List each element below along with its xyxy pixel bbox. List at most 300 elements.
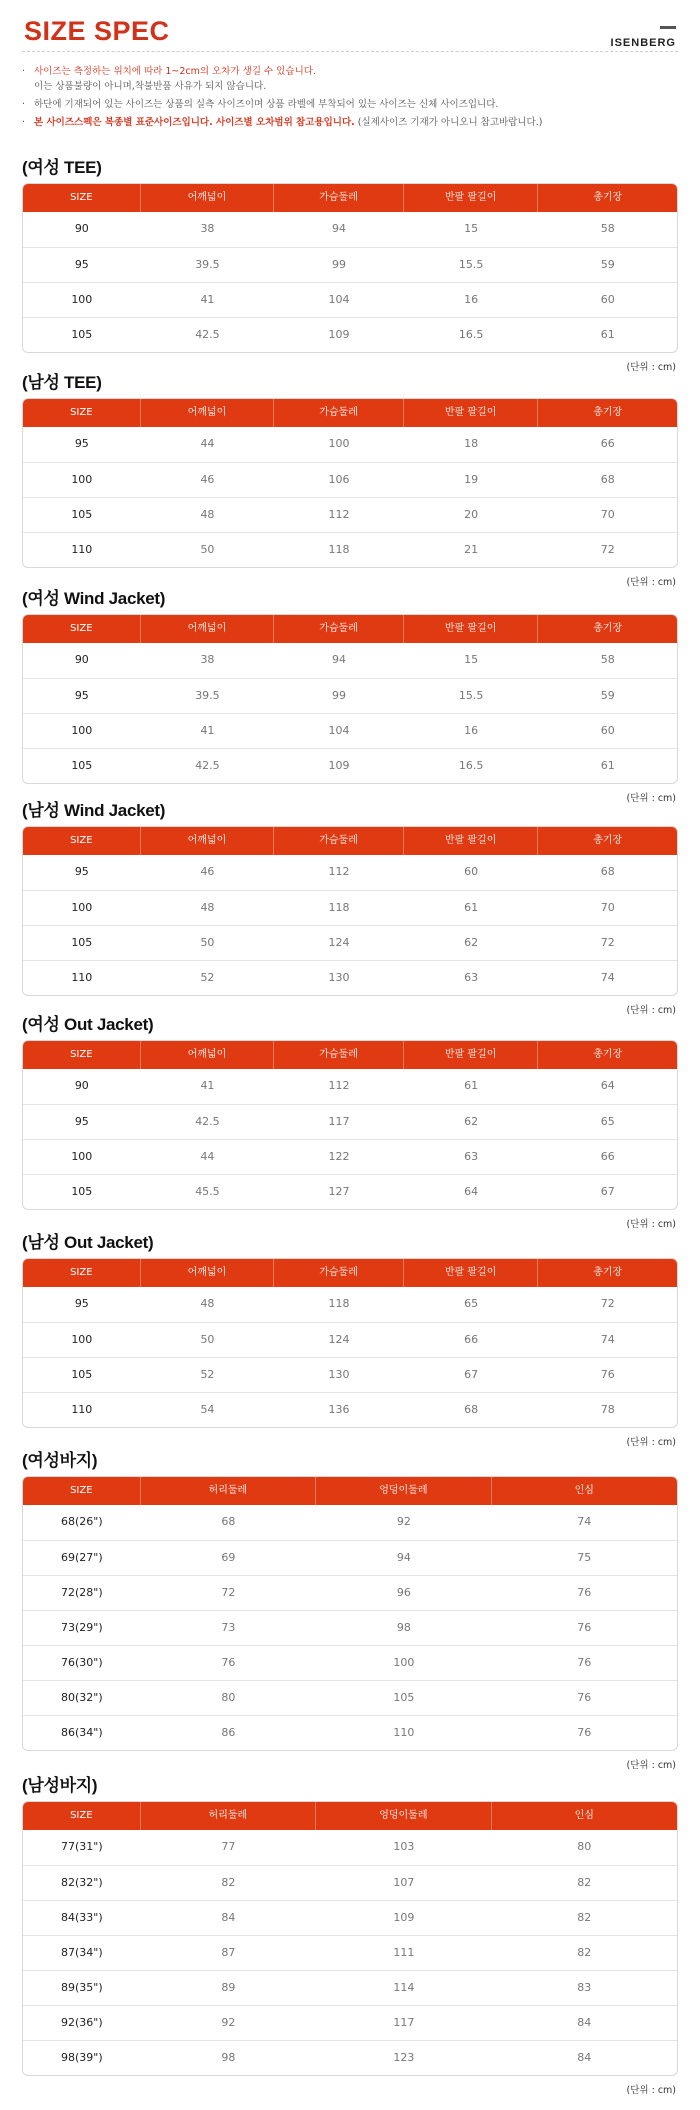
column-header: 가슴둘레 [274, 1041, 404, 1069]
size-cell: 68(26") [61, 1515, 103, 1528]
value-cell: 122 [328, 1150, 350, 1163]
value-cell: 118 [328, 1297, 350, 1310]
value-cell: 41 [200, 724, 215, 737]
column-header: 반팔 팔길이 [404, 399, 539, 427]
column-header: 가슴둘레 [274, 827, 404, 855]
value-cell: 87 [221, 1946, 236, 1959]
size-cell: 89(35") [61, 1981, 103, 1994]
note-bullet: · [22, 66, 26, 77]
value-cell: 60 [600, 293, 615, 306]
value-cell: 21 [464, 543, 479, 556]
value-cell: 16.5 [458, 759, 484, 772]
value-cell: 82 [577, 1876, 592, 1889]
value-cell: 94 [396, 1551, 411, 1564]
value-cell: 58 [600, 222, 615, 235]
value-cell: 92 [396, 1515, 411, 1528]
size-cell: 105 [71, 508, 93, 521]
table-row [23, 1392, 677, 1427]
value-cell: 99 [332, 258, 347, 271]
value-cell: 41 [200, 1079, 215, 1092]
value-cell: 66 [464, 1333, 479, 1346]
value-cell: 76 [600, 1368, 615, 1381]
value-cell: 61 [464, 901, 479, 914]
note-text: 하단에 기재되어 있는 사이즈는 상품의 실측 사이즈이며 상품 라벨에 부착되어 있는 사이즈는 신체 사이즈입니다. [34, 99, 499, 110]
table-title: (남성 Wind Jacket) [22, 801, 166, 820]
value-cell: 18 [464, 437, 479, 450]
size-cell: 100 [71, 1150, 93, 1163]
size-cell: 100 [71, 1333, 93, 1346]
column-header: 가슴둘레 [274, 399, 404, 427]
value-cell: 66 [600, 1150, 615, 1163]
value-cell: 118 [328, 901, 350, 914]
value-cell: 46 [200, 865, 215, 878]
size-table-section [22, 372, 678, 588]
table-header-row [23, 615, 677, 643]
value-cell: 76 [577, 1621, 592, 1634]
value-cell: 73 [221, 1621, 236, 1634]
size-cell: 95 [74, 689, 89, 702]
value-cell: 66 [600, 437, 615, 450]
logo-mark-icon [660, 26, 676, 29]
value-cell: 100 [328, 437, 350, 450]
value-cell: 52 [200, 971, 215, 984]
column-header: SIZE [23, 1259, 141, 1287]
table-row [23, 1610, 677, 1645]
value-cell: 44 [200, 1150, 215, 1163]
value-cell: 63 [464, 1150, 479, 1163]
column-header: 엉덩이둘레 [316, 1477, 491, 1505]
value-cell: 64 [600, 1079, 615, 1092]
value-cell: 41 [200, 293, 215, 306]
table-row [23, 2005, 677, 2040]
size-cell: 90 [74, 653, 89, 666]
table-row [23, 748, 677, 783]
size-table [22, 398, 678, 568]
size-table-section [22, 588, 678, 804]
value-cell: 109 [328, 759, 350, 772]
size-cell: 76(30") [61, 1656, 103, 1669]
note-subtext: 이는 상품불량이 아니며,착불반품 사유가 되지 않습니다. [34, 81, 267, 92]
table-row [23, 960, 677, 995]
column-header: 총기장 [593, 1049, 623, 1060]
column-header: 가슴둘레 [274, 615, 404, 643]
size-cell: 95 [74, 1297, 89, 1310]
value-cell: 103 [393, 1840, 415, 1853]
table-row [23, 212, 677, 247]
table-row [23, 1540, 677, 1575]
size-table-section [22, 1775, 678, 2096]
value-cell: 62 [464, 1115, 479, 1128]
value-cell: 136 [328, 1403, 350, 1416]
value-cell: 83 [577, 1981, 592, 1994]
column-header: 허리둘레 [141, 1802, 316, 1830]
value-cell: 84 [577, 2016, 592, 2029]
table-row [23, 1104, 677, 1139]
table-title: (여성 Wind Jacket) [22, 589, 166, 608]
table-title: (여성바지) [22, 1451, 98, 1470]
table-header-row [23, 1802, 677, 1830]
value-cell: 77 [221, 1840, 236, 1853]
size-cell: 110 [71, 543, 93, 556]
table-title: (남성바지) [22, 1776, 98, 1795]
column-header: 가슴둘레 [274, 184, 404, 212]
value-cell: 114 [393, 1981, 415, 1994]
size-cell: 105 [71, 936, 93, 949]
column-header: 반팔 팔길이 [404, 827, 539, 855]
value-cell: 74 [577, 1515, 592, 1528]
size-cell: 95 [74, 1115, 89, 1128]
value-cell: 38 [200, 653, 215, 666]
value-cell: 39.5 [195, 258, 220, 271]
table-row [23, 1715, 677, 1750]
note-bullet: · [22, 117, 26, 128]
note-tail: (실제사이즈 기재가 아니오니 참고바랍니다.) [357, 117, 543, 128]
value-cell: 61 [464, 1079, 479, 1092]
value-cell: 48 [200, 1297, 215, 1310]
value-cell: 50 [200, 936, 215, 949]
column-header: 총기장 [593, 623, 623, 634]
value-cell: 67 [600, 1185, 615, 1198]
value-cell: 112 [328, 865, 350, 878]
size-cell: 105 [71, 759, 93, 772]
table-row [23, 1139, 677, 1174]
note-1 [22, 64, 678, 94]
value-cell: 104 [328, 293, 350, 306]
value-cell: 70 [600, 508, 615, 521]
value-cell: 42.5 [195, 1115, 220, 1128]
table-row [23, 1970, 677, 2005]
column-header: 총기장 [593, 835, 623, 846]
size-table-section [22, 1232, 678, 1448]
value-cell: 84 [577, 2051, 592, 2064]
table-title: (남성 Out Jacket) [22, 1233, 154, 1252]
size-cell: 92(36") [61, 2016, 103, 2029]
value-cell: 109 [328, 328, 350, 341]
value-cell: 118 [328, 543, 350, 556]
size-cell: 110 [71, 971, 93, 984]
size-cell: 100 [71, 293, 93, 306]
value-cell: 82 [221, 1876, 236, 1889]
column-header: SIZE [23, 1477, 141, 1505]
value-cell: 117 [393, 2016, 415, 2029]
column-header: 반팔 팔길이 [404, 1041, 539, 1069]
value-cell: 59 [600, 258, 615, 271]
table-row [23, 532, 677, 567]
value-cell: 76 [577, 1691, 592, 1704]
value-cell: 86 [221, 1726, 236, 1739]
value-cell: 74 [600, 971, 615, 984]
value-cell: 50 [200, 543, 215, 556]
column-header: 어깨넓이 [141, 184, 275, 212]
size-cell: 100 [71, 724, 93, 737]
value-cell: 112 [328, 508, 350, 521]
size-cell: 110 [71, 1403, 93, 1416]
value-cell: 72 [600, 1297, 615, 1310]
value-cell: 109 [393, 1911, 415, 1924]
value-cell: 42.5 [195, 328, 220, 341]
table-row [23, 643, 677, 678]
column-header: 반팔 팔길이 [404, 184, 539, 212]
table-header-row [23, 1477, 677, 1505]
value-cell: 19 [464, 473, 479, 486]
value-cell: 63 [464, 971, 479, 984]
table-row [23, 247, 677, 282]
size-cell: 105 [71, 328, 93, 341]
value-cell: 52 [200, 1368, 215, 1381]
size-table [22, 1258, 678, 1428]
value-cell: 130 [328, 1368, 350, 1381]
size-cell: 95 [74, 865, 89, 878]
value-cell: 98 [221, 2051, 236, 2064]
size-table-section [22, 800, 678, 1016]
value-cell: 59 [600, 689, 615, 702]
column-header: 총기장 [593, 1267, 623, 1278]
value-cell: 72 [600, 543, 615, 556]
value-cell: 78 [600, 1403, 615, 1416]
table-row [23, 282, 677, 317]
page-title: SIZE SPEC [24, 16, 170, 46]
column-header: 허리둘레 [141, 1477, 316, 1505]
value-cell: 68 [464, 1403, 479, 1416]
value-cell: 60 [464, 865, 479, 878]
table-row [23, 1174, 677, 1209]
column-header: 반팔 팔길이 [404, 615, 539, 643]
value-cell: 76 [577, 1586, 592, 1599]
table-row [23, 1680, 677, 1715]
column-header: 어깨넓이 [141, 1041, 275, 1069]
size-cell: 77(31") [61, 1840, 103, 1853]
value-cell: 61 [600, 759, 615, 772]
column-header: SIZE [23, 827, 141, 855]
value-cell: 96 [396, 1586, 411, 1599]
value-cell: 98 [396, 1621, 411, 1634]
table-row [23, 497, 677, 532]
unit-label: (단위 : cm) [626, 2085, 676, 2096]
notes [22, 64, 678, 130]
value-cell: 69 [221, 1551, 236, 1564]
value-cell: 15 [464, 222, 479, 235]
value-cell: 110 [393, 1726, 415, 1739]
table-row [23, 1575, 677, 1610]
value-cell: 61 [600, 328, 615, 341]
value-cell: 94 [332, 222, 347, 235]
size-table [22, 826, 678, 996]
value-cell: 68 [600, 473, 615, 486]
unit-label: (단위 : cm) [626, 1219, 676, 1230]
size-cell: 69(27") [61, 1551, 103, 1564]
value-cell: 44 [200, 437, 215, 450]
size-cell: 82(32") [61, 1876, 103, 1889]
value-cell: 100 [393, 1656, 415, 1669]
value-cell: 58 [600, 653, 615, 666]
value-cell: 99 [332, 689, 347, 702]
size-cell: 100 [71, 473, 93, 486]
value-cell: 72 [600, 936, 615, 949]
size-table [22, 1801, 678, 2076]
column-header: 어깨넓이 [141, 1259, 275, 1287]
note-text: 본 사이즈스펙은 복종별 표준사이즈입니다. 사이즈별 오차범위 참고용입니다. [34, 117, 355, 128]
table-row [23, 855, 677, 890]
value-cell: 117 [328, 1115, 350, 1128]
value-cell: 16.5 [458, 328, 484, 341]
column-header: SIZE [23, 184, 141, 212]
unit-label: (단위 : cm) [626, 1437, 676, 1448]
column-header: SIZE [23, 1802, 141, 1830]
column-header: 인심 [574, 1485, 594, 1496]
size-cell: 90 [74, 222, 89, 235]
table-header-row [23, 184, 677, 212]
table-row [23, 1505, 677, 1540]
table-row [23, 890, 677, 925]
table-row [23, 2040, 677, 2075]
value-cell: 54 [200, 1403, 215, 1416]
size-cell: 105 [71, 1368, 93, 1381]
value-cell: 76 [577, 1726, 592, 1739]
value-cell: 76 [577, 1656, 592, 1669]
value-cell: 65 [464, 1297, 479, 1310]
value-cell: 38 [200, 222, 215, 235]
value-cell: 80 [221, 1691, 236, 1704]
value-cell: 70 [600, 901, 615, 914]
table-row [23, 925, 677, 960]
table-header-row [23, 1259, 677, 1287]
unit-label: (단위 : cm) [626, 1005, 676, 1016]
value-cell: 76 [221, 1656, 236, 1669]
table-row [23, 1830, 677, 1865]
value-cell: 48 [200, 508, 215, 521]
value-cell: 39.5 [195, 689, 220, 702]
value-cell: 111 [393, 1946, 415, 1959]
note-3 [22, 115, 678, 130]
table-row [23, 1357, 677, 1392]
table-row [23, 1865, 677, 1900]
value-cell: 20 [464, 508, 479, 521]
table-row [23, 1935, 677, 1970]
size-cell: 86(34") [61, 1726, 103, 1739]
table-row [23, 427, 677, 462]
column-header: 어깨넓이 [141, 827, 275, 855]
size-cell: 90 [74, 1079, 89, 1092]
value-cell: 74 [600, 1333, 615, 1346]
column-header: SIZE [23, 399, 141, 427]
unit-label: (단위 : cm) [626, 1760, 676, 1771]
value-cell: 84 [221, 1911, 236, 1924]
value-cell: 104 [328, 724, 350, 737]
value-cell: 15.5 [458, 689, 484, 702]
note-2 [22, 97, 678, 112]
value-cell: 92 [221, 2016, 236, 2029]
column-header: 총기장 [593, 407, 623, 418]
size-table-section [22, 157, 678, 373]
value-cell: 127 [328, 1185, 350, 1198]
table-title: (여성 Out Jacket) [22, 1015, 154, 1034]
column-header: 어깨넓이 [141, 399, 275, 427]
value-cell: 94 [332, 653, 347, 666]
table-title: (여성 TEE) [22, 158, 102, 177]
value-cell: 15.5 [458, 258, 484, 271]
column-header: 어깨넓이 [141, 615, 275, 643]
size-table-section [22, 1450, 678, 1771]
table-row [23, 1322, 677, 1357]
column-header: 총기장 [593, 192, 623, 203]
table-row [23, 678, 677, 713]
column-header: SIZE [23, 615, 141, 643]
note-text: 사이즈는 측정하는 위치에 따라 1~2cm의 오차가 생길 수 있습니다. [34, 66, 316, 77]
column-header: 인심 [574, 1810, 594, 1821]
table-header-row [23, 827, 677, 855]
value-cell: 72 [221, 1586, 236, 1599]
value-cell: 106 [328, 473, 350, 486]
value-cell: 67 [464, 1368, 479, 1381]
value-cell: 105 [393, 1691, 415, 1704]
value-cell: 16 [464, 724, 479, 737]
table-row [23, 462, 677, 497]
size-cell: 73(29") [61, 1621, 103, 1634]
value-cell: 82 [577, 1911, 592, 1924]
size-table [22, 183, 678, 353]
column-header: 반팔 팔길이 [404, 1259, 539, 1287]
size-table [22, 1040, 678, 1210]
header [22, 0, 678, 52]
size-cell: 87(34") [61, 1946, 103, 1959]
size-cell: 98(39") [61, 2051, 103, 2064]
size-cell: 105 [71, 1185, 93, 1198]
unit-label: (단위 : cm) [626, 793, 676, 804]
value-cell: 60 [600, 724, 615, 737]
note-bullet: · [22, 99, 26, 110]
value-cell: 112 [328, 1079, 350, 1092]
size-cell: 72(28") [61, 1586, 103, 1599]
value-cell: 124 [328, 936, 350, 949]
logo-text: ISENBERG [610, 37, 676, 49]
value-cell: 42.5 [195, 759, 220, 772]
size-cell: 100 [71, 901, 93, 914]
table-row [23, 1069, 677, 1104]
value-cell: 50 [200, 1333, 215, 1346]
value-cell: 130 [328, 971, 350, 984]
value-cell: 107 [393, 1876, 415, 1889]
value-cell: 65 [600, 1115, 615, 1128]
unit-label: (단위 : cm) [626, 362, 676, 373]
size-cell: 95 [74, 437, 89, 450]
value-cell: 89 [221, 1981, 236, 1994]
table-title: (남성 TEE) [22, 373, 102, 392]
value-cell: 82 [577, 1946, 592, 1959]
value-cell: 45.5 [195, 1185, 220, 1198]
table-row [23, 1287, 677, 1322]
value-cell: 48 [200, 901, 215, 914]
column-header: 엉덩이둘레 [316, 1802, 491, 1830]
value-cell: 64 [464, 1185, 479, 1198]
table-row [23, 713, 677, 748]
value-cell: 123 [393, 2051, 415, 2064]
table-row [23, 1645, 677, 1680]
column-header: SIZE [23, 1041, 141, 1069]
table-row [23, 317, 677, 352]
value-cell: 124 [328, 1333, 350, 1346]
value-cell: 46 [200, 473, 215, 486]
table-header-row [23, 1041, 677, 1069]
size-table [22, 1476, 678, 1751]
size-cell: 84(33") [61, 1911, 103, 1924]
table-row [23, 1900, 677, 1935]
value-cell: 15 [464, 653, 479, 666]
size-table [22, 614, 678, 784]
table-header-row [23, 399, 677, 427]
value-cell: 62 [464, 936, 479, 949]
size-table-section [22, 1014, 678, 1230]
size-cell: 80(32") [61, 1691, 103, 1704]
